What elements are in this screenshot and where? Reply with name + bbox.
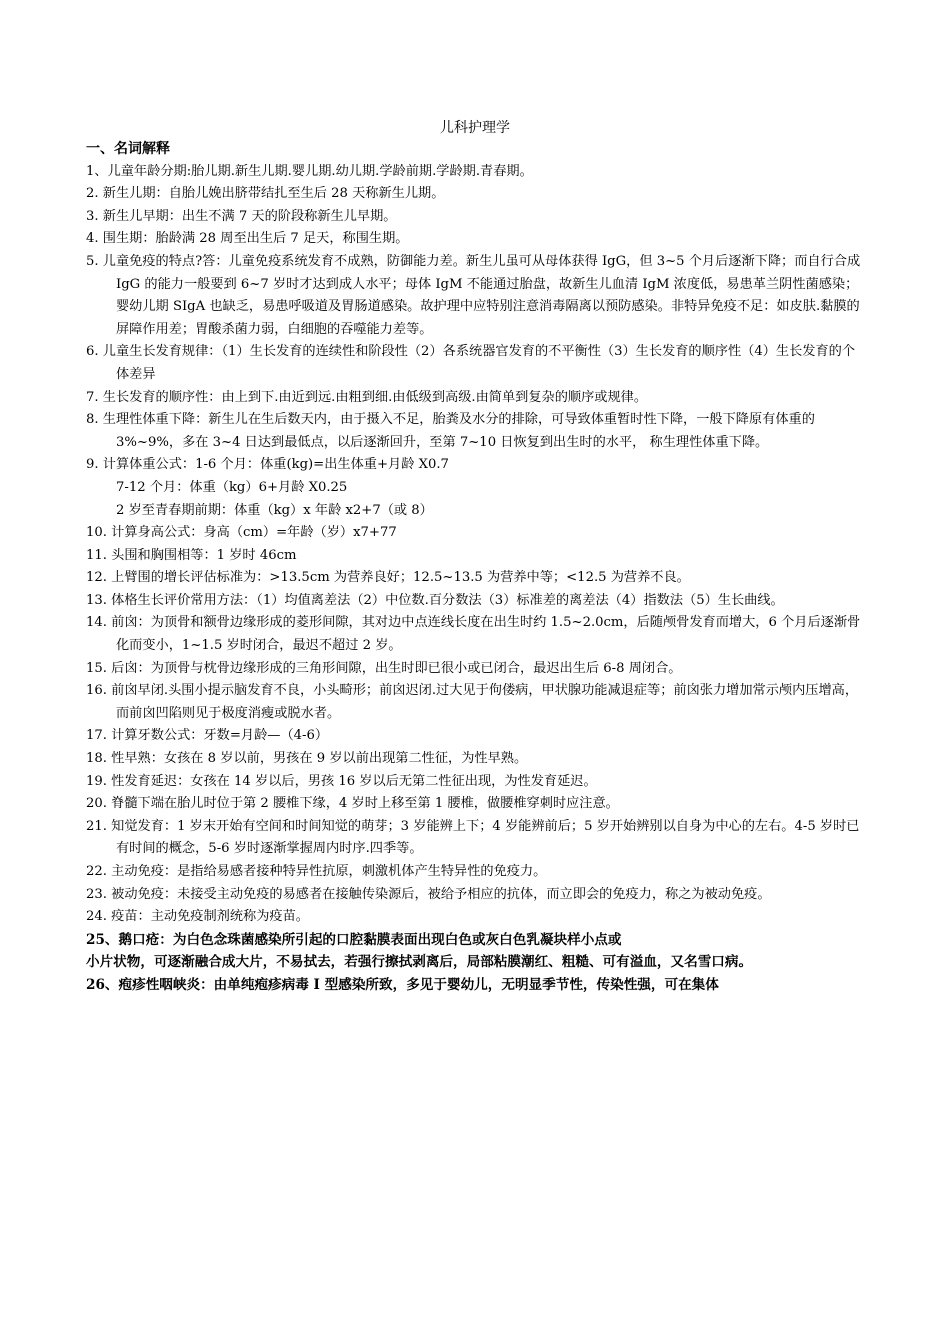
list-item: 22. 主动免疫：是指给易感者接种特异性抗原，刺激机体产生特异性的免疫力。 (86, 864, 547, 879)
list-item-bold: 26、疱疹性咽峡炎：由单纯疱疹病毒 I 型感染所致，多见于婴幼儿，无明显季节性，传染性强，可在集体 (86, 976, 719, 993)
list-item: 14. 前囟：为顶骨和额骨边缘形成的菱形间隙，其对边中点连线长度在出生时约 1.5~2.0cm，后随颅骨发育而增大，6 个月后逐渐骨化而变小，1~1.5 岁时闭合，最迟不超过 2 岁。 (86, 615, 861, 654)
list-item: 19. 性发育延迟：女孩在 14 岁以后，男孩 16 岁以后无第二性征出现，为性发育延迟。 (86, 773, 597, 789)
list-item: 23. 被动免疫：未接受主动免疫的易感者在接触传染源后，被给予相应的抗体，而立即会的免疫力，称之为被动免疫。 (86, 886, 771, 902)
list-item: 2. 新生儿期：自胎儿娩出脐带结扎至生后 28 天称新生儿期。 (86, 186, 445, 202)
list-item: 11. 头围和胸围相等：1 岁时 46cm (86, 547, 297, 563)
list-item: 8. 生理性体重下降：新生儿在生后数天内，由于摄入不足，胎粪及水分的排除，可导致体重暂时性下降，一般下降原有体重的 3%~9%，多在 3~4 日达到最低点，以后逐渐回升，至第 7~10 日恢复到出生时的水平， 称生理性体重下降。 (86, 412, 815, 450)
list-item: 1、儿童年龄分期:胎儿期.新生儿期.婴儿期.幼儿期.学龄前期.学龄期.青春期。 (86, 163, 533, 179)
list-item: 4. 围生期：胎龄满 28 周至出生后 7 足天，称围生期。 (86, 231, 409, 247)
list-item: 10. 计算身高公式：身高（cm）=年龄（岁）x7+77 (86, 525, 397, 541)
list-item: 15. 后囟：为顶骨与枕骨边缘形成的三角形间隙，出生时即已很小或已闭合，最迟出生后 6-8 周闭合。 (86, 660, 682, 676)
list-subitem: 7-12 个月：体重（kg）6+月龄 X0.25 (116, 479, 348, 495)
list-item: 18. 性早熟：女孩在 8 岁以前，男孩在 9 岁以前出现第二性征，为性早熟。 (86, 751, 528, 767)
list-item: 13. 体格生长评价常用方法：（1）均值离差法（2）中位数.百分数法（3）标准差的离差法（4）指数法（5）生长曲线。 (86, 592, 784, 608)
document-body (86, 138, 868, 997)
list-item: 12. 上臂围的增长评估标准为：>13.5cm 为营养良好；12.5~13.5 为营养中等；<12.5 为营养不良。 (86, 570, 690, 586)
list-item: 21. 知觉发育：1 岁末开始有空间和时间知觉的萌芽；3 岁能辨上下；4 岁能辨前后；5 岁开始辨别以自身为中心的左右。4-5 岁时已有时间的概念，5-6 岁时逐渐掌握周内时序.四季等。 (86, 818, 860, 857)
section-heading: 一、名词解释 (86, 141, 170, 157)
list-item: 6. 儿童生长发育规律：（1）生长发育的连续性和阶段性（2）各系统器官发育的不平衡性（3）生长发育的顺序性（4）生长发育的个体差异 (86, 344, 856, 382)
list-item: 5. 儿童免疫的特点?答：儿童免疫系统发育不成熟，防御能力差。新生儿虽可从母体获得 IgG，但 3~5 个月后逐渐下降；而自行合成 IgG 的能力一般要到 6~7 岁时才达到成人水平；母体 IgM 不能通过胎盘，故新生儿血清 IgM 浓度低，易患革兰阴性菌感染；婴幼儿期 SIgA 也缺乏，易患呼吸道及胃肠道感染。故护理中应特别注意消毒隔离以预防感染。非特异免疫不足：如皮肤.黏膜的屏障作用差；胃酸杀菌力弱，白细胞的吞噬能力差等。 (86, 253, 861, 337)
list-item: 7. 生长发育的顺序性：由上到下.由近到远.由粗到细.由低级到高级.由简单到复杂的顺序或规律。 (86, 389, 648, 405)
list-item: 9. 计算体重公式：1-6 个月：体重(kg)=出生体重+月龄 X0.7 (86, 457, 449, 473)
list-item-bold: 25、鹅口疮：为白色念珠菌感染所引起的口腔黏膜表面出现白色或灰白色乳凝块样小点或 (86, 931, 622, 948)
document-title: 儿科护理学 (440, 120, 510, 136)
list-item: 17. 计算牙数公式：牙数=月龄—（4-6） (86, 728, 329, 744)
list-subitem: 2 岁至青春期前期：体重（kg）x 年龄 x2+7（或 8） (116, 502, 433, 518)
list-item-bold: 小片状物，可逐渐融合成大片，不易拭去，若强行擦拭剥离后，局部粘膜潮红、粗糙、可有溢血，又名雪口病。 (86, 954, 753, 971)
list-item: 16. 前囟早闭.头围小提示脑发育不良，小头畸形；前囟迟闭.过大见于佝偻病，甲状腺功能减退症等；前囟张力增加常示颅内压增高，而前囟凹陷则见于极度消瘦或脱水者。 (86, 683, 859, 721)
list-item: 20. 脊髓下端在胎儿时位于第 2 腰椎下缘，4 岁时上移至第 1 腰椎，做腰椎穿刺时应注意。 (86, 796, 619, 812)
list-item: 24. 疫苗：主动免疫制剂统称为疫苗。 (86, 909, 309, 925)
list-item: 3. 新生儿早期：出生不满 7 天的阶段称新生儿早期。 (86, 208, 397, 224)
